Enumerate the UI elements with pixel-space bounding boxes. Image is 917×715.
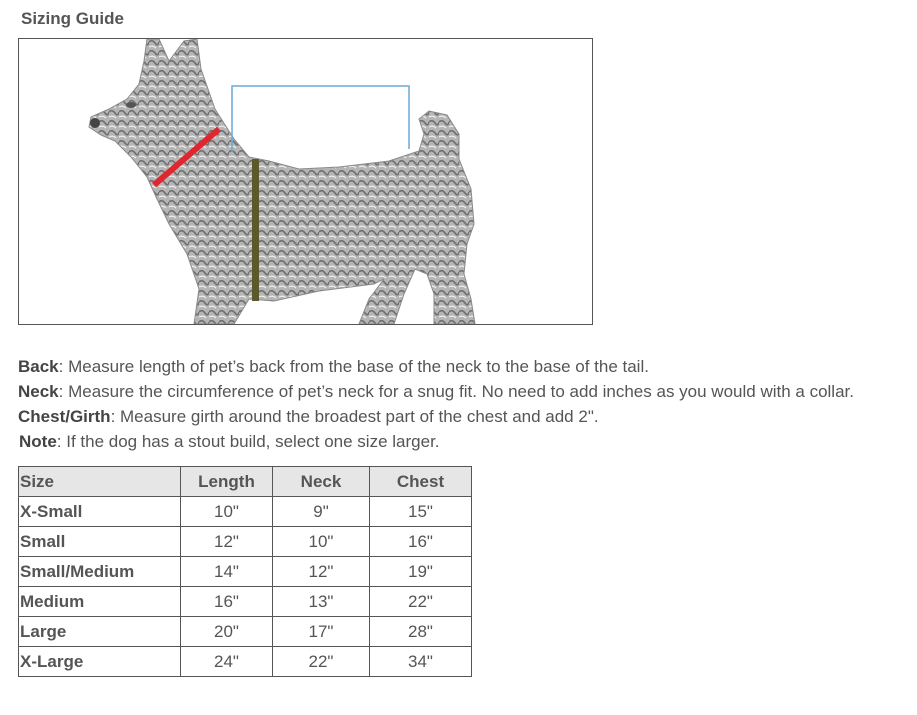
note-chest [18, 404, 854, 429]
length-cell: 24" [181, 647, 273, 677]
neck-cell: 12" [273, 557, 370, 587]
column-header-length: Length [181, 467, 273, 497]
size-cell: X-Large [19, 647, 181, 677]
chest-cell: 34" [370, 647, 472, 677]
chest-cell: 15" [370, 497, 472, 527]
chest-girth-marker [252, 159, 259, 301]
table-row [19, 617, 472, 647]
note-text: : Measure the circumference of pet’s neck for a snug fit. No need to add inches as you would with a collar. [58, 382, 854, 401]
dog-measurement-diagram [18, 38, 593, 325]
note-label: Note [19, 432, 57, 451]
table-row [19, 527, 472, 557]
note-back [18, 354, 854, 379]
column-header-size: Size [19, 467, 181, 497]
size-table [18, 466, 472, 677]
table-row [19, 587, 472, 617]
note-label: Back [18, 357, 59, 376]
neck-cell: 13" [273, 587, 370, 617]
table-row [19, 557, 472, 587]
size-cell: X-Small [19, 497, 181, 527]
table-row [19, 497, 472, 527]
note-text: : If the dog has a stout build, select one size larger. [56, 432, 440, 451]
length-cell: 14" [181, 557, 273, 587]
note-stout-build [18, 429, 854, 454]
length-cell: 20" [181, 617, 273, 647]
note-label: Chest/Girth [18, 407, 111, 426]
chest-cell: 28" [370, 617, 472, 647]
chest-cell: 19" [370, 557, 472, 587]
table-row [19, 647, 472, 677]
measurement-notes [18, 354, 854, 454]
note-text: : Measure length of pet’s back from the base of the neck to the base of the tail. [58, 357, 649, 376]
dog-silhouette [89, 39, 475, 324]
length-cell: 12" [181, 527, 273, 557]
size-cell: Medium [19, 587, 181, 617]
length-cell: 16" [181, 587, 273, 617]
table-header-row [19, 467, 472, 497]
size-cell: Large [19, 617, 181, 647]
page-title: Sizing Guide [21, 9, 124, 28]
chest-cell: 22" [370, 587, 472, 617]
note-label: Neck [18, 382, 59, 401]
neck-cell: 22" [273, 647, 370, 677]
neck-cell: 9" [273, 497, 370, 527]
note-text: : Measure girth around the broadest part of the chest and add 2". [110, 407, 599, 426]
length-cell: 10" [181, 497, 273, 527]
back-length-marker [232, 86, 409, 152]
column-header-chest: Chest [370, 467, 472, 497]
neck-cell: 10" [273, 527, 370, 557]
dog-illustration [19, 39, 592, 324]
note-neck [18, 379, 854, 404]
size-cell: Small [19, 527, 181, 557]
neck-cell: 17" [273, 617, 370, 647]
size-cell: Small/Medium [19, 557, 181, 587]
column-header-neck: Neck [273, 467, 370, 497]
chest-cell: 16" [370, 527, 472, 557]
